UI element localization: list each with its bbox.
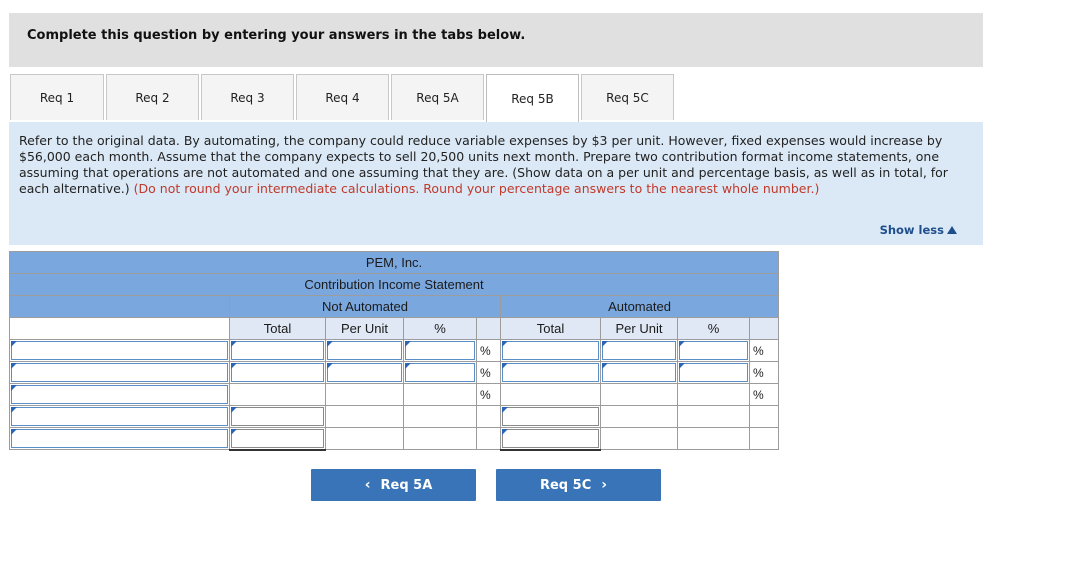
na-total-input[interactable] <box>231 341 324 360</box>
pct-sign: % <box>477 384 501 406</box>
pct-sign: % <box>750 384 779 406</box>
banner-text: Complete this question by entering your answers in the tabs below. <box>27 28 526 43</box>
a-per-unit-cell <box>601 428 678 450</box>
na-pct-cell <box>404 428 477 450</box>
tab-req-5a[interactable]: Req 5A <box>391 74 484 120</box>
instructions-text: Refer to the original data. By automating, the company could reduce variable expenses by $3 per unit. However, fixed expenses would increase by $56,000 each month. Assume that the company expects to sell 20,500 units next month. Prepare two contribution format income statements, one assuming that operations are not automated and one assuming that they are. (Show data on a per unit and percentage basis, as well as in total, for each alternative.) <box>19 133 948 196</box>
pct-sign: % <box>750 362 779 384</box>
show-less-label: Show less <box>879 223 944 237</box>
na-total-input[interactable] <box>231 363 324 382</box>
line-item-select[interactable] <box>11 429 228 448</box>
table-row <box>10 340 779 362</box>
a-per-unit-cell <box>601 384 678 406</box>
tab-req-1[interactable]: Req 1 <box>10 74 104 120</box>
na-total-input[interactable] <box>231 407 324 426</box>
line-item-select[interactable] <box>11 341 228 360</box>
a-pct-cell <box>678 406 750 428</box>
na-pct-header: % <box>404 318 477 340</box>
tab-req-4[interactable]: Req 4 <box>296 74 389 120</box>
a-pct-sign-cell <box>750 406 779 428</box>
a-pct-input[interactable] <box>679 341 748 360</box>
company-name: PEM, Inc. <box>10 252 779 274</box>
na-total-header: Total <box>230 318 326 340</box>
statement-title: Contribution Income Statement <box>10 274 779 296</box>
tab-req-5b[interactable]: Req 5B <box>486 74 579 122</box>
table-row <box>10 428 779 450</box>
not-automated-header: Not Automated <box>230 296 501 318</box>
line-item-select[interactable] <box>11 407 228 426</box>
header-blank <box>10 296 230 318</box>
na-total-input[interactable] <box>231 429 324 448</box>
rounding-note: (Do not round your intermediate calculations. Round your percentage answers to the nearest whole number.) <box>133 181 820 196</box>
prev-req-label: Req 5A <box>380 477 433 493</box>
a-per-unit-input[interactable] <box>602 363 676 382</box>
na-per-unit-header: Per Unit <box>326 318 404 340</box>
a-pct-sign-header <box>750 318 779 340</box>
na-pct-input[interactable] <box>405 363 475 382</box>
pct-sign: % <box>750 340 779 362</box>
a-per-unit-cell <box>601 406 678 428</box>
a-total-input[interactable] <box>502 341 599 360</box>
chevron-left-icon: ‹ <box>364 477 371 493</box>
a-pct-header: % <box>678 318 750 340</box>
a-total-input[interactable] <box>502 429 599 448</box>
next-req-label: Req 5C <box>539 477 592 493</box>
na-per-unit-cell <box>326 384 404 406</box>
na-pct-sign-cell <box>477 428 501 450</box>
pct-sign: % <box>477 362 501 384</box>
na-per-unit-cell <box>326 406 404 428</box>
a-per-unit-input[interactable] <box>602 341 676 360</box>
next-req-button[interactable] <box>496 469 661 501</box>
na-pct-cell <box>404 406 477 428</box>
a-pct-input[interactable] <box>679 363 748 382</box>
pct-sign: % <box>477 340 501 362</box>
instructions-panel <box>9 122 983 245</box>
a-pct-sign-cell <box>750 428 779 450</box>
a-total-cell <box>501 384 601 406</box>
show-less-link[interactable] <box>880 222 957 238</box>
prev-req-button[interactable] <box>311 469 476 501</box>
na-pct-cell <box>404 384 477 406</box>
chevron-right-icon: › <box>601 477 608 493</box>
table-row <box>10 362 779 384</box>
line-item-select[interactable] <box>11 385 228 404</box>
a-total-input[interactable] <box>502 407 599 426</box>
na-pct-input[interactable] <box>405 341 475 360</box>
na-pct-sign-cell <box>477 406 501 428</box>
na-pct-sign-header <box>477 318 501 340</box>
tab-req-2[interactable]: Req 2 <box>106 74 199 120</box>
na-per-unit-input[interactable] <box>327 363 402 382</box>
table-row <box>10 384 779 406</box>
a-per-unit-header: Per Unit <box>601 318 678 340</box>
a-total-input[interactable] <box>502 363 599 382</box>
na-per-unit-input[interactable] <box>327 341 402 360</box>
instruction-banner <box>9 13 983 67</box>
automated-header: Automated <box>501 296 779 318</box>
na-total-cell <box>230 384 326 406</box>
a-total-header: Total <box>501 318 601 340</box>
a-pct-cell <box>678 428 750 450</box>
table-row <box>10 406 779 428</box>
tab-req-3[interactable]: Req 3 <box>201 74 294 120</box>
label-col-header <box>10 318 230 340</box>
triangle-up-icon <box>947 226 957 234</box>
a-pct-cell <box>678 384 750 406</box>
income-statement-table <box>9 251 779 451</box>
tab-req-5c[interactable]: Req 5C <box>581 74 674 120</box>
na-per-unit-cell <box>326 428 404 450</box>
line-item-select[interactable] <box>11 363 228 382</box>
